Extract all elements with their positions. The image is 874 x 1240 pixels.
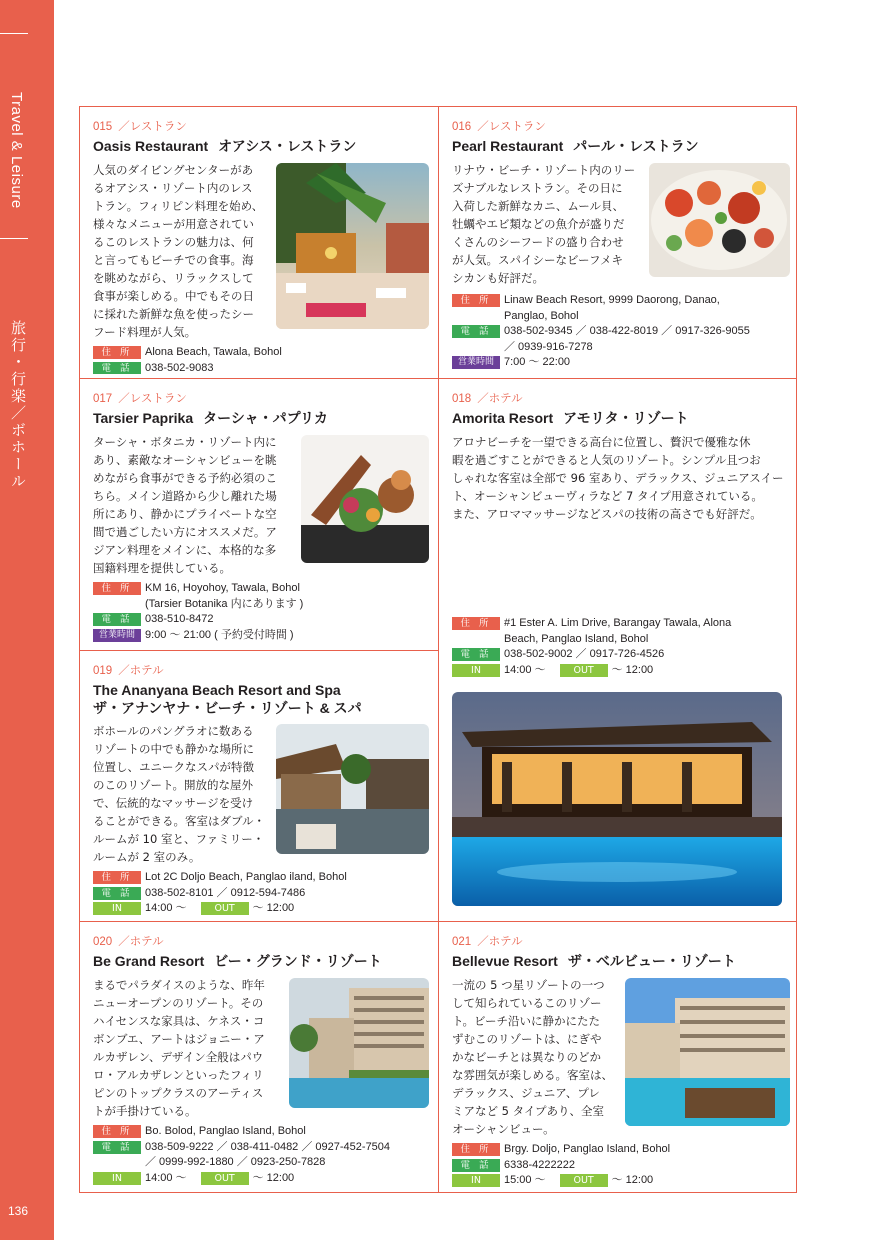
listing-title: The Ananyana Beach Resort and Spa ザ・アナンヤナ・ビーチ・リゾート & スパ <box>93 682 362 716</box>
photo-seafood-platter <box>649 163 790 277</box>
address-tag: 住 所 <box>93 871 141 884</box>
listing-description <box>452 433 790 523</box>
text-line: オーシャンビュー。 <box>452 1122 555 1136</box>
address-value: Lot 2C Doljo Beach, Panglao iland, Bohol <box>145 871 347 883</box>
text-line: な雰囲気が楽しめる。客室は、 <box>452 1068 613 1082</box>
text-line: ミアなど 5 タイプあり、全室 <box>452 1104 605 1118</box>
listing-number: 021 ／ホテル <box>452 936 523 948</box>
listing-019 <box>93 662 429 918</box>
text-line: ピンのトップクラスのアーティス <box>93 1086 264 1100</box>
grid-divider <box>80 921 796 922</box>
text-line: ハイセンスな家具は、ケネス・コ <box>93 1014 265 1028</box>
section-title-jp: 旅行・行楽／ボホール <box>9 320 27 490</box>
checkout-value: ～ 12:00 <box>252 1171 295 1184</box>
listing-number: 018 ／ホテル <box>452 393 523 405</box>
text-line: るこのレストランの魅力は、何 <box>93 235 254 249</box>
listing-number: 020 ／ホテル <box>93 936 164 948</box>
hours-tag: 営業時間 <box>452 356 500 369</box>
checkin-tag: IN <box>93 902 141 915</box>
listing-info <box>93 581 429 643</box>
listing-title: Tarsier Paprika ターシャ・パプリカ <box>93 410 328 427</box>
photo-resort-pool-day <box>625 978 790 1126</box>
tel-tag: 電 話 <box>93 362 141 375</box>
tel-tag: 電 話 <box>452 1159 500 1172</box>
address-tag: 住 所 <box>93 582 141 595</box>
photo-resort-pool-night <box>452 692 782 906</box>
tel-value: 6338-4222222 <box>504 1158 575 1171</box>
photo-spa-pool <box>276 724 429 854</box>
tel-value: 038-502-8101 ／ 0912-594-7486 <box>145 886 306 899</box>
text-line: かなビーチとは異なりのどか <box>452 1050 602 1064</box>
text-line: 国籍料理を提供している。 <box>93 561 231 575</box>
listing-description <box>93 433 429 577</box>
text-line: 間で過ごしたい方にオススメだ。ア <box>93 525 277 539</box>
checkout-value: ～ 12:00 <box>611 663 654 676</box>
text-line: ずむこのリゾートは、にぎや <box>452 1032 602 1046</box>
text-line: ちら。メイン道路から少し離れた場 <box>93 489 277 503</box>
tel-value: 038-502-9345 ／ 038-422-8019 ／ 0917-326-9055 ／ 0939-916-7278 <box>504 325 750 353</box>
checkin-value: 14:00 ～ <box>504 663 546 676</box>
text-line: して知られているこのリゾー <box>452 996 602 1010</box>
listing-info <box>93 345 429 374</box>
listing-title: Be Grand Resort ビー・グランド・リゾート <box>93 953 382 970</box>
photo-hotel-building <box>289 978 429 1108</box>
address-tag: 住 所 <box>452 1143 500 1156</box>
checkout-tag: OUT <box>201 902 249 915</box>
address-tag: 住 所 <box>452 294 500 307</box>
tel-tag: 電 話 <box>93 1141 141 1154</box>
text-line: 牡蠣やエビ類などの魚介が盛りだ <box>452 217 625 231</box>
tel-value: 038-502-9002 ／ 0917-726-4526 <box>504 648 665 660</box>
checkin-value: 14:00 ～ <box>145 1171 187 1184</box>
listing-description <box>452 161 790 287</box>
grid-divider <box>438 107 439 1192</box>
text-line: トが手掛けている。 <box>93 1104 197 1118</box>
text-line: また、アロママッサージなどスパの技術の高さでも好評だ。 <box>452 507 762 521</box>
text-line: ることができる。客室はダブル・ <box>93 814 266 828</box>
listing-info <box>452 1142 790 1189</box>
text-line: 一流の 5 つ星リゾートの一つ <box>452 978 605 992</box>
listing-grid <box>79 106 797 1193</box>
address-value: #1 Ester A. Lim Drive, Barangay Tawala, Alona Beach, Panglao Island, Bohol <box>504 617 732 645</box>
text-line: デラックス、ジュニア、プレ <box>452 1086 600 1100</box>
tel-value: 038-509-9222 ／ 038-411-0482 ／ 0927-452-7504 ／ 0999-992-1880 ／ 0923-250-7828 <box>145 1140 391 1168</box>
listing-number: 019 ／ホテル <box>93 665 164 677</box>
listing-title: Bellevue Resort ザ・ベルビュー・リゾート <box>452 953 736 970</box>
text-line: で、伝統的なマッサージを受け <box>93 796 254 810</box>
tel-tag: 電 話 <box>452 325 500 338</box>
address-value: Brgy. Doljo, Panglao Island, Bohol <box>504 1143 671 1155</box>
listing-018 <box>452 390 790 910</box>
listing-number: 017 ／レストラン <box>93 393 187 405</box>
listing-description <box>93 161 429 341</box>
listing-021 <box>452 933 790 1189</box>
text-line: ニューオープンのリゾート。その <box>93 996 264 1010</box>
listing-info <box>452 293 790 371</box>
checkout-tag: OUT <box>201 1172 249 1185</box>
text-line: と言ってもビーチでの食事。海 <box>93 253 254 267</box>
hours-value: 7:00 ～ 22:00 <box>504 356 571 368</box>
address-tag: 住 所 <box>93 1125 141 1138</box>
text-line: 食事が楽しめる。中でもその日 <box>93 289 254 303</box>
text-line: しゃれな客室は全部で 96 室あり、デラックス、ジュニアスイー <box>452 471 784 485</box>
text-line: ズナブルなレストラン。その日に <box>452 181 623 195</box>
listing-info <box>93 1124 429 1186</box>
sidebar-divider <box>0 238 28 239</box>
text-line: ルカザレン、デザイン全般はパウ <box>93 1050 264 1064</box>
text-line: ボンブエ、アートはジョニー・ア <box>93 1032 265 1046</box>
text-line: リナウ・ビーチ・リゾート内のリー <box>452 163 636 177</box>
text-line: を眺めながら、リラックスして <box>93 271 254 285</box>
text-line: ルームが 2 室のみ。 <box>93 850 201 864</box>
text-line: るオアシス・リゾート内のレス <box>93 181 253 195</box>
photo-beach-restaurant <box>276 163 429 329</box>
listing-017 <box>93 390 429 646</box>
checkout-value: ～ 12:00 <box>252 902 295 914</box>
checkout-tag: OUT <box>560 1174 608 1187</box>
listing-description <box>93 722 429 866</box>
text-line: めながら食事ができる予約必須のこ <box>93 471 277 485</box>
text-line: あり、素敵なオーシャンビューを眺 <box>93 453 277 467</box>
hours-tag: 営業時間 <box>93 629 141 642</box>
listing-description <box>93 976 429 1120</box>
checkin-value: 14:00 ～ <box>145 902 187 914</box>
checkout-tag: OUT <box>560 664 608 677</box>
address-value: Alona Beach, Tawala, Bohol <box>145 346 282 358</box>
address-value: Bo. Bolod, Panglao Island, Bohol <box>145 1125 306 1137</box>
grid-divider <box>80 378 796 379</box>
text-line: ロ・アルカザレンといったフィリ <box>93 1068 264 1082</box>
text-line: ボホールのパングラオに数ある <box>93 724 254 738</box>
address-tag: 住 所 <box>93 346 141 359</box>
text-line: が人気。スパイシーなビーフメキ <box>452 253 624 267</box>
address-value: KM 16, Hoyohoy, Tawala, Bohol (Tarsier Botanika 内にあります ) <box>145 582 304 610</box>
tel-tag: 電 話 <box>93 887 141 900</box>
listing-description <box>452 976 790 1138</box>
section-title-en: Travel & Leisure <box>8 92 25 209</box>
grid-divider <box>80 650 438 651</box>
tel-value: 038-510-8472 <box>145 613 214 625</box>
address-tag: 住 所 <box>452 617 500 630</box>
listing-title: Amorita Resort アモリタ・リゾート <box>452 410 689 427</box>
hours-value: 9:00 ～ 21:00 ( 予約受付時間 ) <box>145 628 294 641</box>
text-line: リゾートの中でも静かな場所に <box>93 742 254 756</box>
text-line: 入荷した新鮮なカニ、ムール貝、 <box>452 199 625 213</box>
text-line: アロナビーチを一望できる高台に位置し、贅沢で優雅な休 <box>452 435 751 449</box>
text-line: フード料理が人気。 <box>93 325 197 339</box>
text-line: まるでパラダイスのような、昨年 <box>93 978 265 992</box>
checkin-tag: IN <box>452 1174 500 1187</box>
checkin-tag: IN <box>93 1172 141 1185</box>
listing-title: Pearl Restaurant パール・レストラン <box>452 138 699 155</box>
text-line: シカンも好評だ。 <box>452 271 544 285</box>
listing-015 <box>93 118 429 374</box>
text-line: に採れた新鮮な魚を使ったシー <box>93 307 254 321</box>
text-line: 暇を過ごすことができると人気のリゾート。シンプル且つお <box>452 453 761 467</box>
text-line: 所にあり、静かにプライベートな空 <box>93 507 277 521</box>
text-line: のこのリゾート。開放的な屋外 <box>93 778 253 792</box>
text-line: 人気のダイビングセンターがあ <box>93 163 254 177</box>
checkin-value: 15:00 ～ <box>504 1174 546 1186</box>
tel-value: 038-502-9083 <box>145 361 214 374</box>
text-line: ルームが 10 室と、ファミリー・ <box>93 832 265 846</box>
sidebar-top-rule <box>0 33 28 34</box>
text-line: くさんのシーフードの盛り合わせ <box>452 235 624 249</box>
address-value: Linaw Beach Resort, 9999 Daorong, Danao, Panglao, Bohol <box>504 294 720 322</box>
tel-tag: 電 話 <box>452 648 500 661</box>
listing-016 <box>452 118 790 374</box>
listing-info <box>93 870 429 917</box>
photo-plated-dish <box>301 435 429 563</box>
listing-number: 015 ／レストラン <box>93 121 187 133</box>
checkin-tag: IN <box>452 664 500 677</box>
checkout-value: ～ 12:00 <box>611 1174 654 1186</box>
text-line: ターシャ・ボタニカ・リゾート内に <box>93 435 277 449</box>
listing-info <box>452 616 790 678</box>
text-line: 位置し、ユニークなスパが特徴 <box>93 760 254 774</box>
listing-020 <box>93 933 429 1189</box>
sidebar <box>0 0 54 1240</box>
text-line: ト、オーシャンビューヴィラなど 7 タイプ用意されている。 <box>452 489 763 503</box>
text-line: ト。ビーチ沿いに静かにたた <box>452 1014 601 1028</box>
page-number: 136 <box>8 1204 29 1218</box>
text-line: トラン。フィリピン料理を始め、 <box>93 199 264 213</box>
tel-tag: 電 話 <box>93 613 141 626</box>
listing-number: 016 ／レストラン <box>452 121 546 133</box>
text-line: ジアン料理をメインに、本格的な多 <box>93 543 277 557</box>
listing-title: Oasis Restaurant オアシス・レストラン <box>93 138 357 155</box>
text-line: 様々なメニューが用意されてい <box>93 217 254 231</box>
